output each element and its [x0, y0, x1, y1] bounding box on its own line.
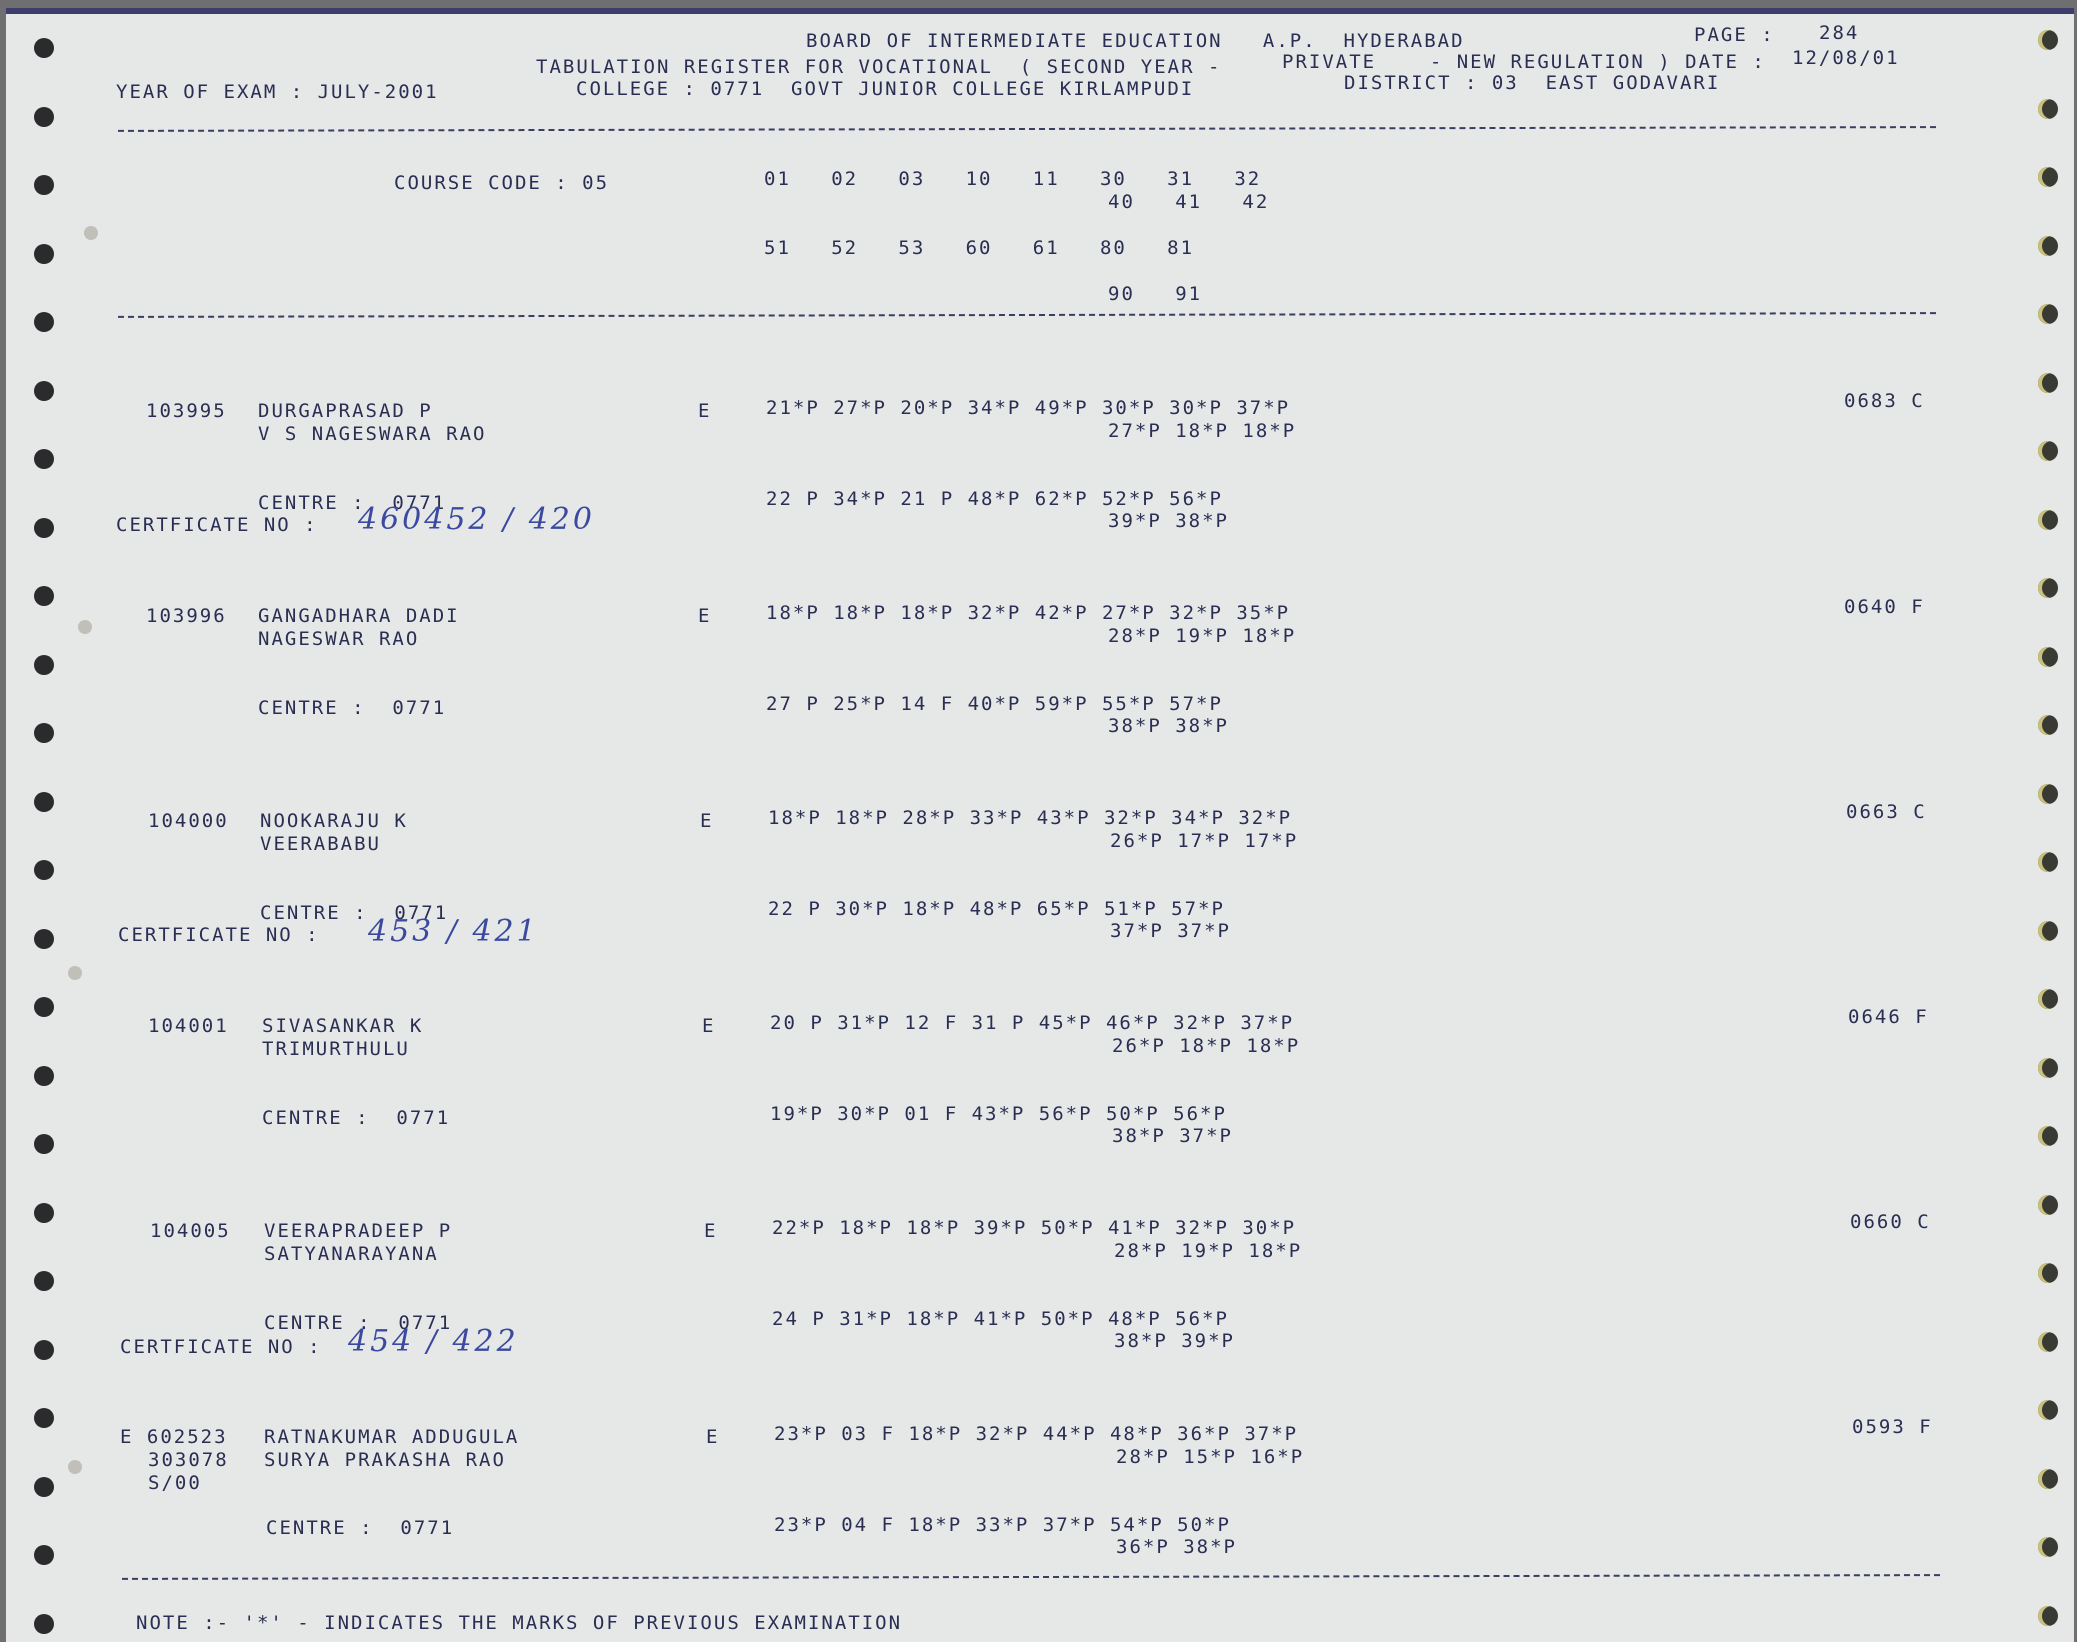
feed-hole — [34, 244, 54, 264]
certificate-label: CERTFICATE NO : — [120, 1336, 322, 1358]
feed-hole — [34, 997, 54, 1017]
subject-codes-row2: 51 52 53 60 61 80 81 — [764, 237, 1195, 259]
feed-hole — [2038, 1263, 2058, 1283]
feed-hole — [34, 1271, 54, 1291]
total-result: 0640 F — [1844, 596, 1925, 618]
feed-hole — [34, 929, 54, 949]
feed-hole — [2038, 510, 2058, 530]
course-code: COURSE CODE : 05 — [394, 172, 610, 194]
footer-rule — [122, 1574, 1940, 1580]
college-info: COLLEGE : 0771 GOVT JUNIOR COLLEGE KIRLAMPUDI — [576, 78, 1195, 100]
certificate-number-handwritten: 453 / 421 — [368, 914, 539, 949]
feed-hole — [34, 381, 54, 401]
student-name: RATNAKUMAR ADDUGULA — [264, 1426, 520, 1448]
student-id: 103996 — [146, 605, 227, 627]
feed-hole — [2038, 1058, 2058, 1078]
feed-hole — [2038, 99, 2058, 119]
subject-codes-row3: 90 91 — [1108, 283, 1203, 305]
feed-hole — [2038, 167, 2058, 187]
feed-hole — [2038, 989, 2058, 1009]
medium: E — [704, 1220, 718, 1242]
marks-row2b: 37*P 37*P — [1110, 920, 1231, 942]
feed-hole — [34, 107, 54, 127]
total-result: 0660 C — [1850, 1211, 1931, 1233]
feed-hole — [2038, 1126, 2058, 1146]
parent-name: TRIMURTHULU — [262, 1038, 410, 1060]
feed-hole — [2038, 715, 2058, 735]
feed-hole — [34, 655, 54, 675]
centre: CENTRE : 0771 — [266, 1517, 455, 1539]
medium: E — [698, 605, 712, 627]
student-id: 104001 — [148, 1015, 229, 1037]
marks-row2b: 38*P 37*P — [1112, 1125, 1233, 1147]
feed-hole — [2038, 1469, 2058, 1489]
header-rule — [118, 126, 1936, 132]
student-name: VEERAPRADEEP P — [264, 1220, 453, 1242]
feed-hole — [34, 1614, 54, 1634]
student-id: 104005 — [150, 1220, 231, 1242]
feed-hole — [34, 1066, 54, 1086]
feed-hole — [34, 518, 54, 538]
feed-hole — [2038, 236, 2058, 256]
top-edge — [6, 8, 2074, 14]
medium: E — [702, 1015, 716, 1037]
marks-row2b: 36*P 38*P — [1116, 1536, 1237, 1558]
course-rule — [118, 312, 1936, 318]
parent-name: SURYA PRAKASHA RAO — [264, 1449, 506, 1471]
feed-hole — [2038, 852, 2058, 872]
feed-hole — [2038, 30, 2058, 50]
feed-hole — [34, 1408, 54, 1428]
student-id: E 602523 — [120, 1426, 228, 1448]
student-name: GANGADHARA DADI — [258, 605, 460, 627]
medium: E — [700, 810, 714, 832]
feed-hole — [2038, 647, 2058, 667]
marks-row1b: 26*P 18*P 18*P — [1112, 1035, 1301, 1057]
paper-stain — [78, 620, 92, 634]
district-info: DISTRICT : 03 EAST GODAVARI — [1344, 72, 1721, 94]
marks-row1: 18*P 18*P 18*P 32*P 42*P 27*P 32*P 35*P — [766, 602, 1291, 624]
feed-hole — [2038, 1195, 2058, 1215]
parent-name: NAGESWAR RAO — [258, 628, 420, 650]
feed-hole — [34, 175, 54, 195]
marks-row2b: 39*P 38*P — [1108, 510, 1229, 532]
student-name: SIVASANKAR K — [262, 1015, 424, 1037]
feed-hole — [2038, 1332, 2058, 1352]
marks-row2: 23*P 04 F 18*P 33*P 37*P 54*P 50*P — [774, 1514, 1231, 1536]
feed-hole — [34, 792, 54, 812]
board-title: BOARD OF INTERMEDIATE EDUCATION A.P. HYDERABAD — [806, 30, 1465, 52]
certificate-number-handwritten: 460452 / 420 — [358, 502, 595, 537]
feed-hole — [34, 449, 54, 469]
feed-hole — [2038, 578, 2058, 598]
subject-codes-row1b: 40 41 42 — [1108, 191, 1270, 213]
total-result: 0663 C — [1846, 801, 1927, 823]
subject-codes-row1: 01 02 03 10 11 30 31 32 — [764, 168, 1262, 190]
marks-row1b: 26*P 17*P 17*P — [1110, 830, 1299, 852]
marks-row1: 22*P 18*P 18*P 39*P 50*P 41*P 32*P 30*P — [772, 1217, 1297, 1239]
register-title: TABULATION REGISTER FOR VOCATIONAL ( SECOND YEAR - — [536, 56, 1222, 78]
marks-row2b: 38*P 39*P — [1114, 1330, 1235, 1352]
medium: E — [706, 1426, 720, 1448]
page-number: 284 — [1819, 22, 1860, 44]
feed-hole — [34, 860, 54, 880]
marks-row2: 22 P 30*P 18*P 48*P 65*P 51*P 57*P — [768, 898, 1225, 920]
feed-hole — [2038, 1400, 2058, 1420]
medium: E — [698, 400, 712, 422]
marks-row2: 24 P 31*P 18*P 41*P 50*P 48*P 56*P — [772, 1308, 1229, 1330]
centre: CENTRE : 0771 — [264, 1312, 453, 1334]
student-name: NOOKARAJU K — [260, 810, 408, 832]
student-id: 103995 — [146, 400, 227, 422]
certificate-label: CERTFICATE NO : — [118, 924, 320, 946]
centre: CENTRE : 0771 — [258, 492, 447, 514]
paper-stain — [68, 966, 82, 980]
marks-row2: 27 P 25*P 14 F 40*P 59*P 55*P 57*P — [766, 693, 1223, 715]
student-id-3: S/00 — [148, 1472, 202, 1494]
marks-row1: 23*P 03 F 18*P 32*P 44*P 48*P 36*P 37*P — [774, 1423, 1299, 1445]
marks-row1b: 27*P 18*P 18*P — [1108, 420, 1297, 442]
marks-row1: 18*P 18*P 28*P 33*P 43*P 32*P 34*P 32*P — [768, 807, 1293, 829]
feed-hole — [34, 38, 54, 58]
page-label: PAGE : — [1694, 24, 1775, 46]
print-date: 12/08/01 — [1792, 47, 1900, 69]
certificate-label: CERTFICATE NO : — [116, 514, 318, 536]
marks-row1: 21*P 27*P 20*P 34*P 49*P 30*P 30*P 37*P — [766, 397, 1291, 419]
marks-row1b: 28*P 19*P 18*P — [1108, 625, 1297, 647]
feed-hole — [34, 586, 54, 606]
student-name: DURGAPRASAD P — [258, 400, 433, 422]
feed-hole — [34, 1545, 54, 1565]
marks-row1b: 28*P 15*P 16*P — [1116, 1446, 1305, 1468]
feed-hole — [2038, 304, 2058, 324]
feed-hole — [2038, 921, 2058, 941]
total-result: 0593 F — [1852, 1416, 1933, 1438]
marks-row1b: 28*P 19*P 18*P — [1114, 1240, 1303, 1262]
paper-stain — [84, 226, 98, 240]
footnote: NOTE :- '*' - INDICATES THE MARKS OF PREVIOUS EXAMINATION — [136, 1612, 903, 1634]
tabulation-sheet — [6, 8, 2074, 1642]
centre: CENTRE : 0771 — [260, 902, 449, 924]
feed-hole — [2038, 1606, 2058, 1626]
student-id: 104000 — [148, 810, 229, 832]
private-regulation: PRIVATE - NEW REGULATION ) DATE : — [1282, 51, 1766, 73]
feed-hole — [2038, 784, 2058, 804]
feed-hole — [34, 1134, 54, 1154]
certificate-number-handwritten: 454 / 422 — [348, 1324, 519, 1359]
parent-name: SATYANARAYANA — [264, 1243, 439, 1265]
centre: CENTRE : 0771 — [258, 697, 447, 719]
feed-hole — [2038, 441, 2058, 461]
parent-name: VEERABABU — [260, 833, 381, 855]
feed-hole — [34, 1477, 54, 1497]
centre: CENTRE : 0771 — [262, 1107, 451, 1129]
parent-name: V S NAGESWARA RAO — [258, 423, 487, 445]
year-of-exam: YEAR OF EXAM : JULY-2001 — [116, 81, 439, 103]
feed-hole — [34, 723, 54, 743]
paper-stain — [68, 1460, 82, 1474]
total-result: 0646 F — [1848, 1006, 1929, 1028]
student-id-2: 303078 — [148, 1449, 229, 1471]
marks-row1: 20 P 31*P 12 F 31 P 45*P 46*P 32*P 37*P — [770, 1012, 1295, 1034]
marks-row2: 19*P 30*P 01 F 43*P 56*P 50*P 56*P — [770, 1103, 1227, 1125]
feed-hole — [34, 1340, 54, 1360]
feed-hole — [34, 312, 54, 332]
feed-hole — [2038, 1537, 2058, 1557]
feed-hole — [2038, 373, 2058, 393]
total-result: 0683 C — [1844, 390, 1925, 412]
feed-hole — [34, 1203, 54, 1223]
marks-row2b: 38*P 38*P — [1108, 715, 1229, 737]
marks-row2: 22 P 34*P 21 P 48*P 62*P 52*P 56*P — [766, 488, 1223, 510]
